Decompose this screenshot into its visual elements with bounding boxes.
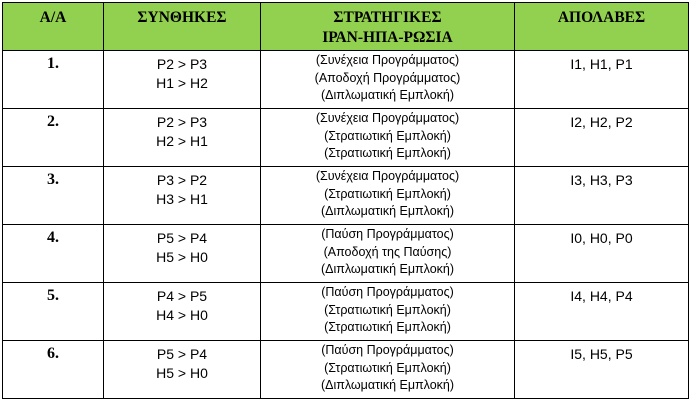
condition-line: H2 > H1 (156, 132, 208, 149)
row-index: 6. (3, 341, 104, 399)
strategies-table (2, 2, 689, 399)
row-strategies (261, 341, 515, 399)
row-payoffs: I0, H0, P0 (515, 225, 689, 283)
row-payoffs: I1, H1, P1 (515, 51, 689, 109)
row-conditions (104, 167, 261, 225)
strategy-line: (Παύση Προγράμματος) (321, 227, 454, 241)
strategy-line: (Διπλωματική Εμπλοκή) (320, 378, 455, 392)
condition-line: P4 > P5 (156, 288, 208, 304)
strategy-line: (Συνέχεια Προγράμματος) (315, 169, 460, 183)
row-strategies (261, 167, 515, 225)
table-row (3, 225, 689, 283)
condition-line: P2 > P3 (156, 114, 208, 130)
header-strategies-line1: ΣΤΡΑΤΗΓΙΚΕΣ (333, 9, 442, 26)
header-row (3, 3, 689, 51)
table-row (3, 51, 689, 109)
row-payoffs: I5, H5, P5 (515, 341, 689, 399)
strategy-line: (Στρατιωτική Εμπλοκή) (324, 360, 451, 375)
condition-line: P3 > P2 (156, 172, 208, 188)
table-row (3, 341, 689, 399)
row-conditions (104, 51, 261, 109)
strategy-line: (Αποδοχή Προγράμματος) (314, 70, 461, 85)
table-row (3, 283, 689, 341)
condition-line: H4 > H0 (156, 306, 208, 323)
strategy-line: (Συνέχεια Προγράμματος) (315, 111, 460, 125)
row-index: 3. (3, 167, 104, 225)
row-payoffs: I2, H2, P2 (515, 109, 689, 167)
strategy-line: (Στρατιωτική Εμπλοκή) (324, 146, 451, 160)
row-index: 4. (3, 225, 104, 283)
row-strategies (261, 109, 515, 167)
condition-line: P5 > P4 (156, 346, 208, 362)
row-index: 2. (3, 109, 104, 167)
strategy-line: (Στρατιωτική Εμπλοκή) (324, 302, 451, 317)
header-strategies (261, 3, 515, 51)
strategy-line: (Παύση Προγράμματος) (321, 285, 454, 299)
condition-line: H3 > H1 (156, 190, 208, 207)
table-header (3, 3, 689, 51)
condition-line: P5 > P4 (156, 230, 208, 246)
condition-line: H5 > H0 (156, 248, 208, 265)
strategy-line: (Διπλωματική Εμπλοκή) (320, 262, 455, 276)
table-row (3, 167, 689, 225)
strategy-line: (Διπλωματική Εμπλοκή) (320, 204, 455, 218)
strategy-line: (Αποδοχή της Παύσης) (323, 244, 452, 259)
row-payoffs: I4, H4, P4 (515, 283, 689, 341)
table-body (3, 51, 689, 399)
strategy-line: (Διπλωματική Εμπλοκή) (320, 88, 455, 102)
row-index: 1. (3, 51, 104, 109)
row-strategies (261, 283, 515, 341)
strategy-line: (Παύση Προγράμματος) (321, 343, 454, 357)
header-payoffs: ΑΠΟΛΑΒΕΣ (515, 3, 689, 51)
condition-line: P2 > P3 (156, 56, 208, 72)
strategy-line: (Στρατιωτική Εμπλοκή) (324, 320, 451, 334)
header-index: Α/Α (3, 3, 104, 51)
strategy-line: (Στρατιωτική Εμπλοκή) (324, 128, 451, 143)
strategy-line: (Στρατιωτική Εμπλοκή) (324, 186, 451, 201)
condition-line: H1 > H2 (156, 74, 208, 91)
row-index: 5. (3, 283, 104, 341)
row-conditions (104, 283, 261, 341)
condition-line: H5 > H0 (156, 364, 208, 381)
row-strategies (261, 51, 515, 109)
row-strategies (261, 225, 515, 283)
strategy-line: (Συνέχεια Προγράμματος) (315, 53, 460, 67)
table-row (3, 109, 689, 167)
row-conditions (104, 109, 261, 167)
row-conditions (104, 341, 261, 399)
header-strategies-line2: ΙΡΑΝ-ΗΠΑ-ΡΩΣΙΑ (322, 29, 453, 46)
row-conditions (104, 225, 261, 283)
row-payoffs: I3, H3, P3 (515, 167, 689, 225)
header-conditions: ΣΥΝΘΗΚΕΣ (104, 3, 261, 51)
